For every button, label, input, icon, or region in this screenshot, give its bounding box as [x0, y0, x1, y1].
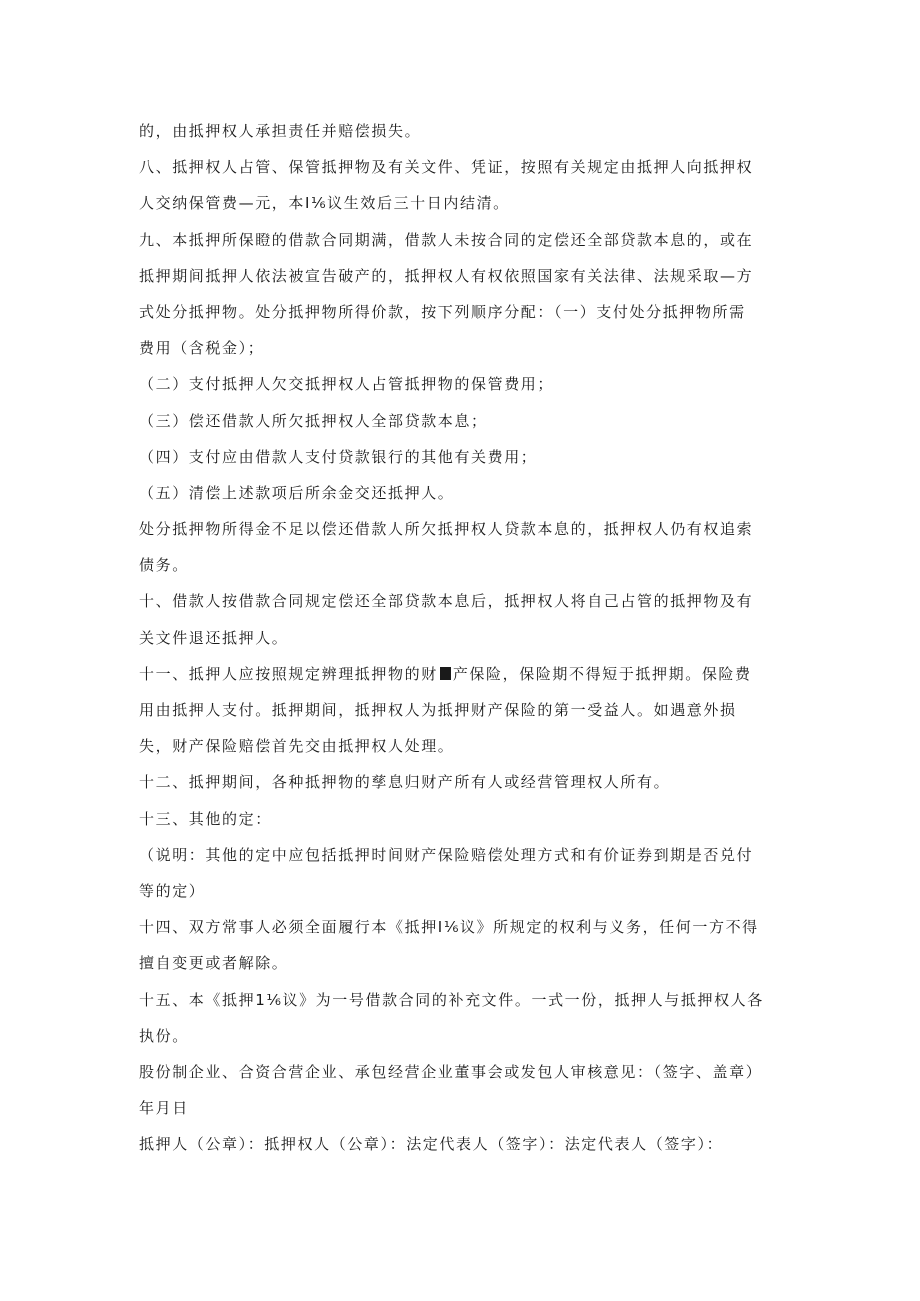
clause-9-item-3: （三）偿还借款人所欠抵押权人全部贷款本息； — [139, 411, 488, 430]
clause-11-line-2: 用由抵押人支付。抵押期间，抵押权人为抵押财产保险的第一受益人。如遇意外损 — [139, 701, 737, 719]
clause-14-line-1: 十四、双方常事人必须全面履行本《抵押I⅙议》所规定的权利与义务，任何一方不得 — [139, 918, 759, 937]
clause-14-line-2: 擅自变更或者解除。 — [139, 954, 289, 973]
clause-11-part-b: 产保险，保险期不得短于抵押期。保险费 — [452, 664, 752, 683]
contract-text — [139, 113, 789, 1162]
clause-12: 十二、抵押期间，各种抵押物的孳息归财产所有人或经营管理权人所有。 — [139, 773, 671, 792]
clause-9-line-3: 式处分抵押物。处分抵押物所得价款，按下列顺序分配：（一）支付处分抵押物所需 — [139, 302, 746, 321]
clause-9-line-4: 费用（含税金）； — [139, 339, 265, 358]
clause-11-line-3: 失，财产保险赔偿首先交由抵押权人处理。 — [139, 737, 455, 756]
clause-11-part-a: 十一、抵押人应按照规定辨理抵押物的财 — [139, 664, 438, 683]
clause-9-line-1: 九、本抵押所保瞪的借款合同期满，借款人未按合同的定偿还全部贷款本息的，或在 — [139, 230, 754, 249]
signature-line: 抵押人（公章）：抵押权人（公章）：法定代表人（签字）：法定代表人（签字）： — [139, 1135, 724, 1154]
clause-9-line-2: 抵押期间抵押人依法被宣告破产的，抵押权人有权依照国家有关法律、法规采取—方 — [139, 266, 754, 285]
clause-15-line-2: 执份。 — [139, 1026, 189, 1045]
clause-10-line-2: 关文件退还抵押人。 — [139, 628, 289, 647]
review-opinion: 股份制企业、合资合营企业、承包经营企业董事会或发包人审核意见：（签字、盖章） — [139, 1062, 763, 1081]
clause-9-item-5: （五）清偿上述款项后所余金交还抵押人。 — [139, 483, 455, 502]
clause-8-line-2: 人交纳保管费—元，本I⅙议生效后三十日内结清。 — [139, 194, 510, 213]
deficiency-line-1: 处分抵押物所得金不足以偿还借款人所欠抵押权人贷款本息的，抵押权人仍有权追索 — [139, 520, 754, 539]
text-line: 的，由抵押权人承担责任并赔偿损失。 — [139, 122, 422, 140]
clause-9-item-4: （四）支付应由借款人支付贷款银行的其他有关费用； — [139, 447, 538, 466]
clause-10-line-1: 十、借款人按借款合同规定偿还全部贷款本息后，抵押权人将自己占管的抵押物及有 — [139, 592, 754, 611]
clause-9-item-2: （二）支付抵押人欠交抵押权人占管抵押物的保管费用； — [139, 375, 555, 394]
clause-15-line-1: 十五、本《抵押1⅙议》为一号借款合同的补充文件。一式一份，抵押人与抵押权人各 — [139, 990, 764, 1009]
clause-13-note-line-1: （说明：其他的定中应包括抵押时间财产保险赔偿处理方式和有价证券到期是否兑付 — [139, 845, 754, 864]
clause-8-line-1: 八、抵押权人占管、保管抵押物及有关文件、凭证，按照有关规定由抵押人向抵押权 — [139, 158, 754, 177]
deficiency-line-2: 债务。 — [139, 556, 189, 575]
review-date: 年月日 — [139, 1099, 189, 1118]
clause-13-note-line-2: 等的定） — [139, 881, 206, 900]
clause-13: 十三、其他的定： — [139, 809, 272, 828]
redaction-block — [440, 667, 451, 680]
clause-11-line-1 — [139, 656, 789, 692]
